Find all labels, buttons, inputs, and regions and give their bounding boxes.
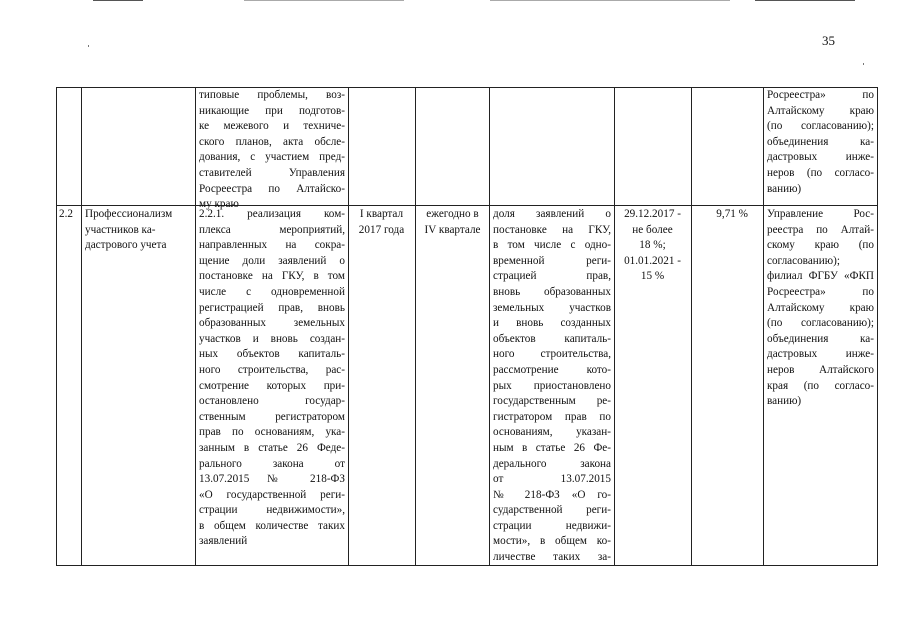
- scan-edge-line: [244, 0, 404, 1]
- text-line: ных объектов капиталь-: [199, 348, 345, 361]
- text-line: личестве таких за-: [493, 551, 611, 564]
- text-line: в том числе с одно-: [493, 239, 611, 252]
- text-line: и вновь созданных: [493, 317, 611, 330]
- text-line: никающие при подготов-: [199, 104, 345, 117]
- text-line: остановлено государ-: [199, 395, 345, 408]
- text-line: 2.2.1. реализация ком-: [199, 208, 345, 220]
- text-line: дастрового учета: [85, 239, 167, 252]
- period-cell: [417, 207, 488, 238]
- text-line: регистрацией прав, вновь: [199, 301, 345, 314]
- text-line: не более: [632, 223, 673, 236]
- text-line: рых приостановлено: [493, 379, 611, 392]
- text-line: страции недвижи-: [493, 519, 611, 532]
- text-line: смотрение которых при-: [199, 379, 345, 392]
- text-line: 01.01.2021 -: [624, 254, 681, 267]
- text-line: объектов капиталь-: [493, 332, 611, 345]
- text-line: 13.07.2015 № 218-ФЗ: [199, 473, 345, 486]
- col-border: [195, 87, 196, 566]
- text-line: образованных земельных: [199, 317, 345, 330]
- text-line: рального закона от: [199, 457, 345, 470]
- text-line: 15 %: [640, 270, 665, 283]
- col-border: [348, 87, 349, 566]
- text-line: ке межевого и техниче-: [199, 120, 345, 133]
- text-line: в общем количестве таких: [199, 519, 345, 532]
- text-line: неров (по согласо-: [767, 166, 874, 179]
- text-line: Росреестра» по: [767, 89, 874, 101]
- text-line: ванию): [767, 182, 802, 195]
- text-line: Росреестра по Алтайско-: [199, 182, 345, 195]
- scan-edge-line: [490, 0, 730, 1]
- text-line: вновь образованных: [493, 285, 611, 298]
- text-line: числе с одновременной: [199, 285, 345, 298]
- scan-edge-line: [755, 0, 855, 1]
- text-line: ного строительства, рас-: [199, 363, 345, 376]
- text-line: 9,71 %: [716, 208, 748, 220]
- text-line: (по согласованию);: [767, 317, 874, 330]
- text-line: гистратором прав по: [493, 410, 611, 423]
- page-number: 35: [822, 33, 835, 48]
- text-line: реестра по Алтай-: [767, 223, 874, 236]
- text-line: IV квартале: [424, 223, 481, 236]
- executors-cell: [767, 207, 874, 410]
- text-line: филиал ФГБУ «ФКП: [767, 270, 874, 283]
- text-line: (по согласованию);: [767, 120, 874, 133]
- start-cell: [350, 207, 413, 238]
- row-divider: [56, 205, 877, 206]
- text-line: временной реги-: [493, 254, 611, 267]
- col-border: [81, 87, 82, 566]
- scan-speck: [863, 63, 864, 65]
- text-line: от 13.07.2015: [493, 473, 611, 486]
- col-border: [877, 87, 878, 566]
- text-line: участников ка-: [85, 223, 156, 236]
- col-border: [415, 87, 416, 566]
- text-line: дерального закона: [493, 457, 611, 470]
- measures-cell: [199, 207, 345, 550]
- cont-measures-cell: [199, 88, 345, 213]
- text-line: страции недвижимости»,: [199, 504, 345, 517]
- text-line: ского планов, акта обсле-: [199, 135, 345, 148]
- target-cell: [616, 207, 689, 285]
- text-line: I квартал: [359, 208, 404, 220]
- text-line: участков и вновь создан-: [199, 332, 345, 345]
- table-bottom-border: [56, 565, 877, 566]
- text-line: 29.12.2017 -: [624, 208, 681, 220]
- task-cell: [85, 207, 192, 254]
- current-value-cell: [693, 207, 748, 223]
- text-line: ного строительства,: [493, 348, 611, 361]
- text-line: 2.2: [59, 208, 73, 220]
- text-line: № 218-ФЗ «О го-: [493, 488, 611, 501]
- text-line: Профессионализм: [85, 208, 173, 220]
- table-top-border: [56, 87, 877, 88]
- row-number: [59, 207, 79, 223]
- col-border: [56, 87, 57, 566]
- text-line: Росреестра» по: [767, 285, 874, 298]
- text-line: объединения ка-: [767, 332, 874, 345]
- text-line: ежегодно в: [426, 208, 479, 220]
- cont-executors-cell: [767, 88, 874, 197]
- text-line: занным в статье 26 Феде-: [199, 441, 345, 454]
- text-line: объединения ка-: [767, 135, 874, 148]
- text-line: скому краю (по: [767, 239, 874, 252]
- text-line: постановке на ГКУ,: [493, 223, 611, 236]
- text-line: неров Алтайского: [767, 363, 874, 376]
- text-line: 18 %;: [639, 239, 666, 252]
- text-line: мости», в общем ко-: [493, 535, 611, 548]
- text-line: края (по согласо-: [767, 379, 874, 392]
- col-border: [763, 87, 764, 566]
- text-line: ставителей Управления: [199, 166, 345, 179]
- text-line: Алтайскому краю: [767, 104, 874, 117]
- col-border: [614, 87, 615, 566]
- text-line: рассмотрение кото-: [493, 363, 611, 376]
- text-line: плекса мероприятий,: [199, 223, 345, 236]
- text-line: ванию): [767, 395, 802, 408]
- text-line: Управление Рос-: [767, 208, 874, 220]
- text-line: 2017 года: [358, 223, 405, 236]
- text-line: «О государственной реги-: [199, 488, 345, 501]
- text-line: страцией прав,: [493, 270, 611, 283]
- text-line: ным в статье 26 Фе-: [493, 441, 611, 454]
- text-line: государственным ре-: [493, 395, 611, 408]
- text-line: щение доли заявлений о: [199, 254, 345, 267]
- indicator-cell: [493, 207, 611, 565]
- text-line: основаниям, указан-: [493, 426, 611, 439]
- text-line: Алтайскому краю: [767, 301, 874, 314]
- col-border: [489, 87, 490, 566]
- text-line: согласованию);: [767, 254, 840, 267]
- text-line: типовые проблемы, воз-: [199, 89, 345, 101]
- text-line: заявлений: [199, 535, 248, 548]
- scan-speck: [88, 45, 89, 47]
- scan-edge-line: [93, 0, 143, 1]
- text-line: дования, с участием пред-: [199, 151, 345, 164]
- text-line: прав по основаниям, ука-: [199, 426, 345, 439]
- text-line: направленных на сокра-: [199, 239, 345, 252]
- text-line: земельных участков: [493, 301, 611, 314]
- text-line: доля заявлений о: [493, 208, 611, 220]
- text-line: му краю: [199, 198, 239, 211]
- col-border: [691, 87, 692, 566]
- text-line: ственным регистратором: [199, 410, 345, 423]
- text-line: дастровых инже-: [767, 348, 874, 361]
- text-line: дастровых инже-: [767, 151, 874, 164]
- text-line: сударственной реги-: [493, 504, 611, 517]
- text-line: постановке на ГКУ, в том: [199, 270, 345, 283]
